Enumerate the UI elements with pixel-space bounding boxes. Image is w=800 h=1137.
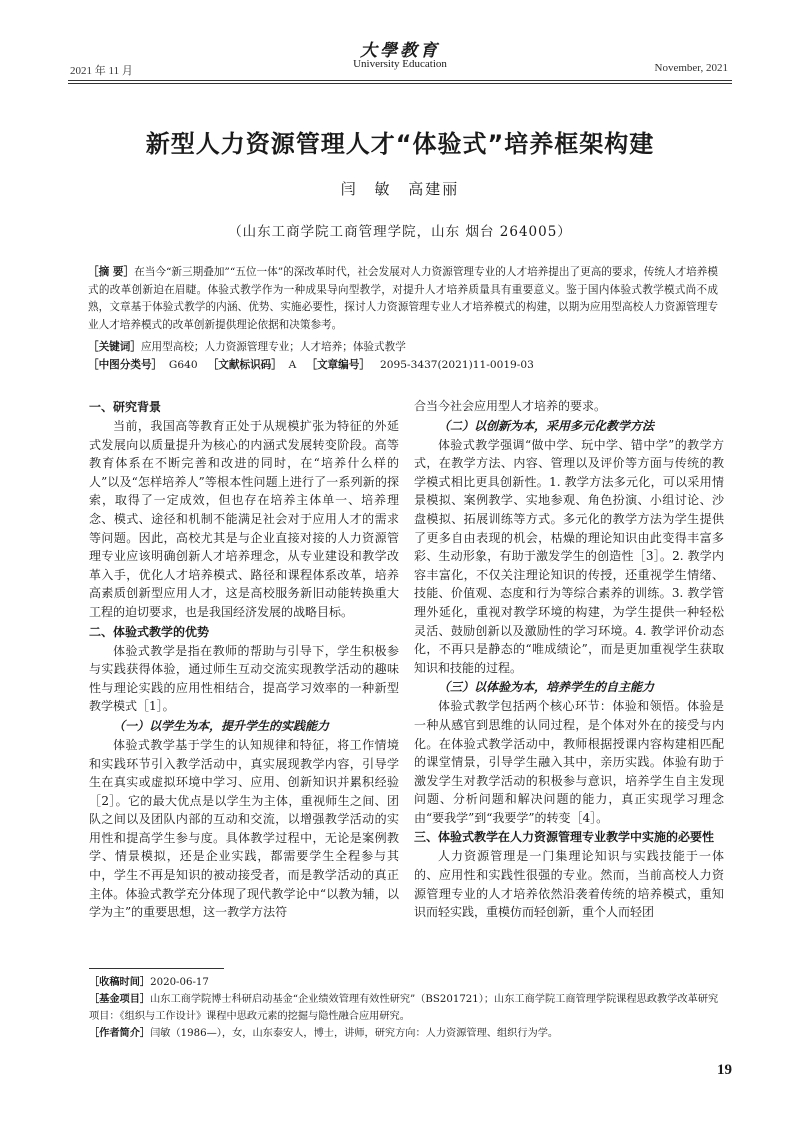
body-column-right (414, 397, 724, 922)
article-no-value: 2095-3437(2021)11-0019-03 (380, 359, 534, 371)
paragraph: 当前，我国高等教育正处于从规模扩张为特征的外延式发展向以质量提升为核心的内涵式发展转变阶段。高等教育体系在不断完善和改进的同时，在“培养什么样的人”以及“怎样培养人”等根本性问题上进行了一系列新的探索，取得了一定成效，但也存在培养主体单一、培养理念、模式、途径和机制不能满足社会对于应用人才的需求等问题。因此，高校尤其是与企业直接对接的人力资源管理专业应该明确创新人才培养理念，从专业建设和教学改革入手，优化人才培养模式、路径和课程体系改革，培养高素质创新型应用人才，这是高校服务新旧动能转换重大工程的迫切要求，也是我国经济发展的战略目标。 (89, 419, 399, 619)
keywords-label: ［关键词］ (88, 341, 141, 353)
body-column-left (89, 397, 399, 922)
abstract-text: 在当今“新三期叠加”“五位一体”的深改革时代，社会发展对人力资源管理专业的人才培养提出了更高的要求，传统人才培养模式的改革创新迫在眉睫。体验式教学作为一种成果导向型教学，对提升人才培养质量具有重要意义。鉴于国内体验式教学模式尚不成熟，文章基于体验式教学的内涵、优势、实施必要性，探讨人力资源管理专业人才培养模式的构建，以期为应用型高校人力资源管理专业人才培养模式的改革创新提供理论依据和决策参考。 (88, 266, 718, 331)
paragraph: 人力资源管理是一门集理论知识与实践技能于一体的、应用性和实践性很强的专业。然而，当前高校人力资源管理专业的人才培养依然沿袭着传统的培养模式，重知识而轻实践，重模仿而轻创新，重个人而轻团 (414, 849, 724, 920)
keywords-text: 应用型高校；人力资源管理专业；人才培养；体验式教学 (140, 341, 406, 353)
clc-value: G640 (168, 359, 198, 371)
subsection-heading: （一）以学生为本，提升学生的实践能力 (113, 718, 330, 733)
header-date-en: November, 2021 (654, 62, 728, 74)
keywords (88, 339, 718, 357)
header-rule (68, 80, 732, 81)
header-date-cn: 2021 年 11 月 (70, 65, 133, 77)
paragraph: 体验式教学基于学生的认知规律和特征，将工作情境和实践环节引入教学活动中，真实展现教学内容，引导学生在真实或虚拟环境中学习、应用、创新知识并累积经验［2］。它的最大优点是以学生为主体，重视师生之间、团队之间以及团队内部的互动和交流，以增强教学活动的实用性和提高学生参与度。具体教学过程中，无论是案例教学、情景模拟，还是企业实践，都需要学生全程参与其中，学生不再是知识的被动接受者，而是教学活动的真正主体。体验式教学充分体现了现代教学论中“以教为辅，以学为主”的重要思想，这一教学方法符 (89, 737, 399, 920)
paragraph: 体验式教学是指在教师的帮助与引导下，学生积极参与实践获得体验，通过师生互动交流实现教学活动的趣味性与理论实践的应用性相结合，提高学习效率的一种新型教学模式［1］。 (89, 643, 399, 714)
classification (88, 357, 718, 375)
article-title: 新型人力资源管理人才“体验式”培养框架构建 (145, 130, 655, 158)
section-heading: 三、体验式教学在人力资源管理专业教学中实施的必要性 (414, 830, 715, 845)
subsection-heading: （三）以体验为本，培养学生的自主能力 (438, 680, 655, 695)
paragraph: 合当今社会应用型人才培养的要求。 (414, 399, 607, 413)
section-heading: 二、体验式教学的优势 (89, 624, 210, 639)
footnote-fund: ［基金项目］山东工商学院博士科研启动基金“企业绩效管理有效性研究”（BS201721）；山东工商学院工商管理学院课程思政教学改革研究项目：《组织与工作设计》课程中思政元素的挖掘与隐性融合应用研究。 (89, 994, 719, 1022)
doc-code-label: ［文献标识码］ (207, 359, 282, 371)
header-rule-thin (68, 83, 732, 84)
doc-code-value: A (288, 359, 297, 371)
journal-title-cn: 大學教育 (360, 41, 440, 61)
clc-label: ［中图分类号］ (88, 359, 163, 371)
section-heading: 一、研究背景 (89, 400, 162, 414)
abstract (88, 264, 718, 334)
article-authors: 闫 敏 高建丽 (340, 180, 460, 198)
subsection-heading: （二）以创新为本，采用多元化教学方法 (438, 418, 655, 433)
footnote-rule (89, 968, 224, 969)
article-no-label: ［文章编号］ (306, 359, 370, 371)
page-number: 19 (717, 1062, 732, 1078)
footnote-author: ［作者简介］闫敏（1986—），女，山东泰安人，博士，讲师，研究方向：人力资源管理、组织行为学。 (89, 1028, 559, 1039)
abstract-label: ［摘 要］ (88, 266, 135, 278)
footnotes (89, 974, 725, 1042)
journal-title-en: University Education (353, 58, 447, 70)
article-affiliation: （山东工商学院工商管理学院，山东 烟台 264005） (228, 224, 572, 240)
paragraph: 体验式教学强调“做中学、玩中学、错中学”的教学方式，在教学方法、内容、管理以及评价等方面与传统的教学模式相比更具创新性。1. 教学方法多元化，可以采用情景模拟、案例教学、实地参观、角色扮演、小组讨论、沙盘模拟、拓展训练等方式。多元化的教学方法为学生提供了更多自由表现的机会，枯燥的理论知识由此变得丰富多彩、生动形象，有助于激发学生的创造性［3］。2. 教学内容丰富化，不仅关注理论知识的传授，还重视学生情绪、技能、价值观、态度和行为等综合素养的训练。3. 教学管理外延化，重视对教学环境的构建，为学生提供一种轻松灵活、鼓励创新以及激励性的学习环境。4. 教学评价动态化，不再只是静态的“唯成绩论”，而是更加重视学生获取知识和技能的过程。 (414, 437, 724, 675)
footnote-received: ［收稿时间］2020-06-17 (89, 977, 209, 988)
paragraph: 体验式教学包括两个核心环节：体验和领悟。体验是一种从感官到思维的认同过程，是个体对外在的接受与内化。在体验式教学活动中，教师根据授课内容构建相匹配的课堂情景，引导学生融入其中，亲历实践。体验有助于激发学生对教学活动的积极参与意识，培养学生自主发现问题、分析问题和解决问题的能力，真正实现学习理念由“要我学”到“我要学”的转变［4］。 (414, 699, 724, 825)
